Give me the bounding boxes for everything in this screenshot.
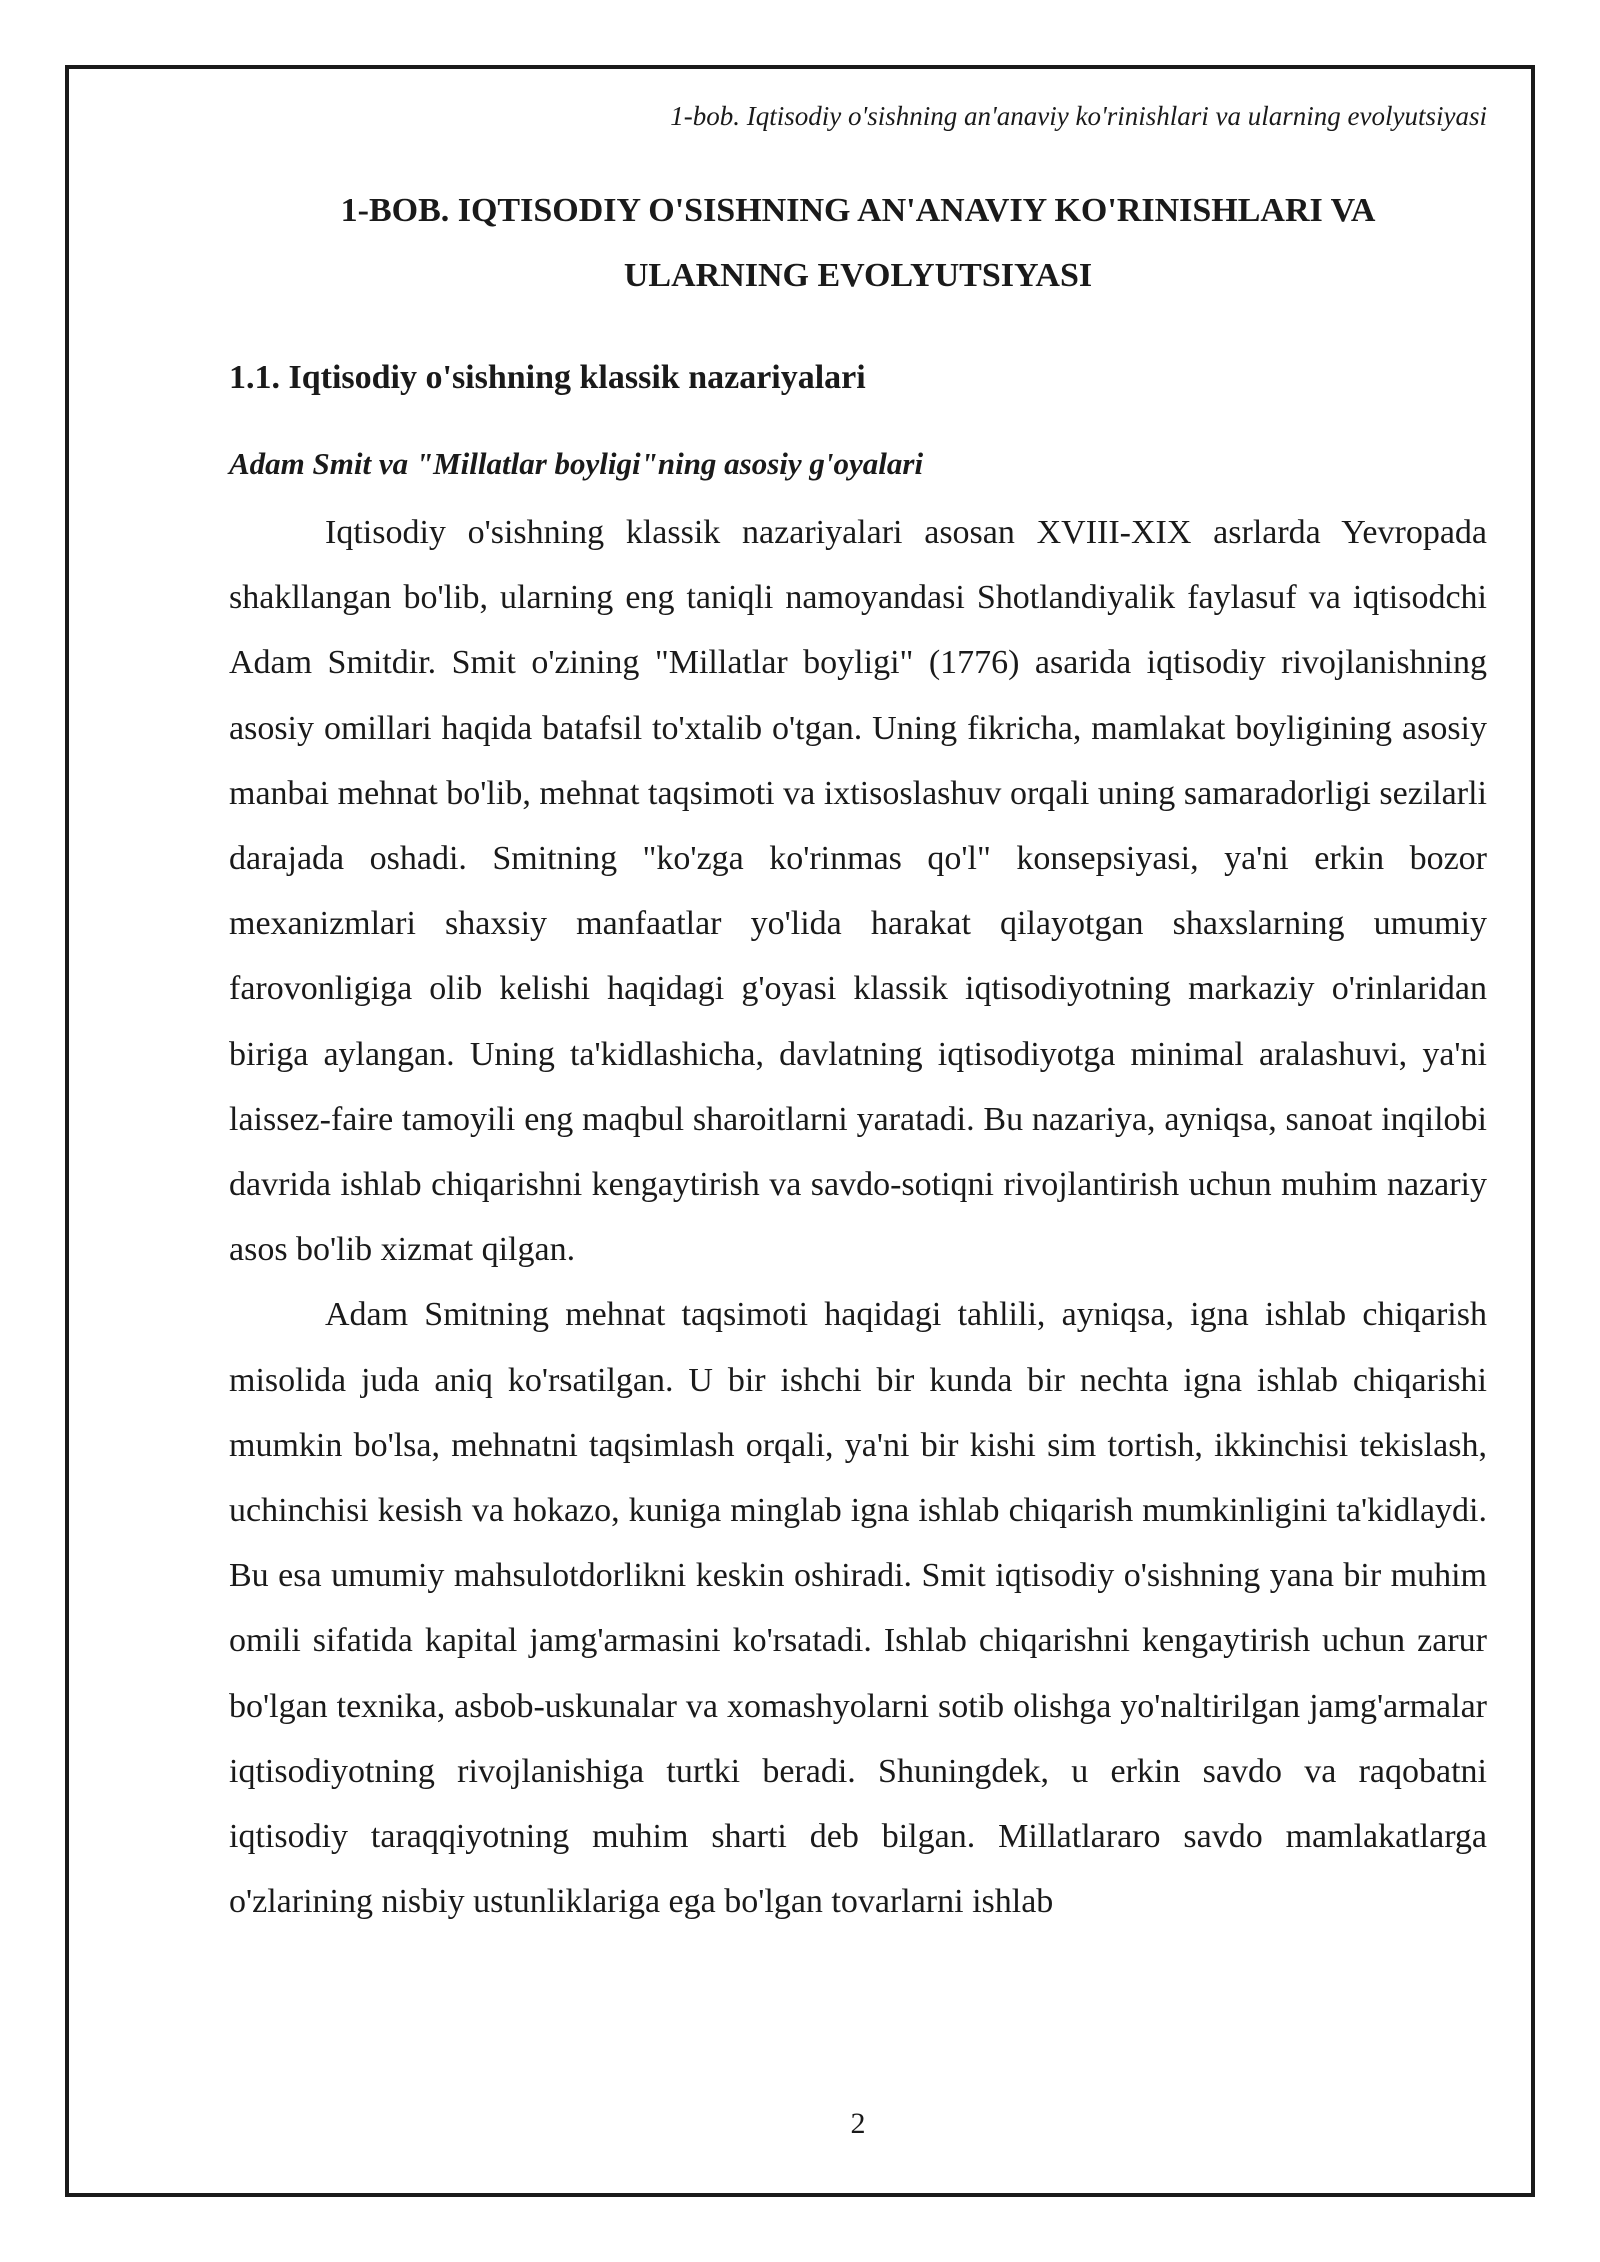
body-paragraph-1: Iqtisodiy o'sishning klassik nazariyalari asosan XVIII-XIX asrlarda Yevropada shakllangan bo'lib, ularning eng taniqli namoyandasi Shotlandiyalik faylasuf va iqtisodchi Adam Smitdir. Smit o'zining "Millatlar boyligi" (1776) asarida iqtisodiy rivojlanishning asosiy omillari haqida batafsil to'xtalib o'tgan. Uning fikricha, mamlakat boyligining asosiy manbai mehnat bo'lib, mehnat taqsimoti va ixtisoslashuv orqali uning samaradorligi sezilarli darajada oshadi. Smitning "ko'zga ko'rinmas qo'l" konsepsiyasi, ya'ni erkin bozor mexanizmlari shaxsiy manfaatlar yo'lida harakat qilayotgan shaxslarning umumiy farovonligiga olib kelishi haqidagi g'oyasi klassik iqtisodiyotning markaziy o'rinlaridan biriga aylangan. Uning ta'kidlashicha, davlatning iqtisodiyotga minimal aralashuvi, ya'ni laissez-faire tamoyili eng maqbul sharoitlarni yaratadi. Bu nazariya, ayniqsa, sanoat inqilobi davrida ishlab chiqarishni kengaytirish va savdo-sotiqni rivojlantirish uchun muhim nazariy asos bo'lib xizmat qilgan. — [229, 514, 1487, 1269]
section-title: 1.1. Iqtisodiy o'sishning klassik nazariyalari — [229, 359, 866, 396]
chapter-title-line-1: 1-BOB. IQTISODIY O'SISHNING AN'ANAVIY KO'RINISHLARI VA — [340, 192, 1376, 229]
running-header: 1-bob. Iqtisodiy o'sishning an'anaviy ko'rinishlari va ularning evolyutsiyasi — [670, 101, 1487, 131]
chapter-title-line-2: ULARNING EVOLYUTSIYASI — [623, 257, 1093, 294]
body-paragraph-2: Adam Smitning mehnat taqsimoti haqidagi tahlili, ayniqsa, igna ishlab chiqarish misolida juda aniq ko'rsatilgan. U bir ishchi bir kunda bir nechta igna ishlab chiqarishi mumkin bo'lsa, mehnatni taqsimlash orqali, ya'ni bir kishi sim tortish, ikkinchisi tekislash, uchinchisi kesish va hokazo, kuniga minglab igna ishlab chiqarish mumkinligini ta'kidlaydi. Bu esa umumiy mahsulotdorlikni keskin oshiradi. Smit iqtisodiy o'sishning yana bir muhim omili sifatida kapital jamg'armasini ko'rsatadi. Ishlab chiqarishni kengaytirish uchun zarur bo'lgan texnika, asbob-uskunalar va xomashyolarni sotib olishga yo'naltirilgan jamg'armalar iqtisodiyotning rivojlanishiga turtki beradi. Shuningdek, u erkin savdo va raqobatni iqtisodiy taraqqiyotning muhim sharti deb bilgan. Millatlararo savdo mamlakatlarga o'zlarining nisbiy ustunliklariga ega bo'lgan tovarlarni ishlab — [229, 1296, 1487, 1921]
chapter-title — [229, 178, 1487, 308]
page-content — [229, 96, 1487, 2146]
page-number: 2 — [850, 2107, 866, 2140]
subsection-title: Adam Smit va "Millatlar boyligi"ning asosiy g'oyalari — [229, 446, 924, 481]
